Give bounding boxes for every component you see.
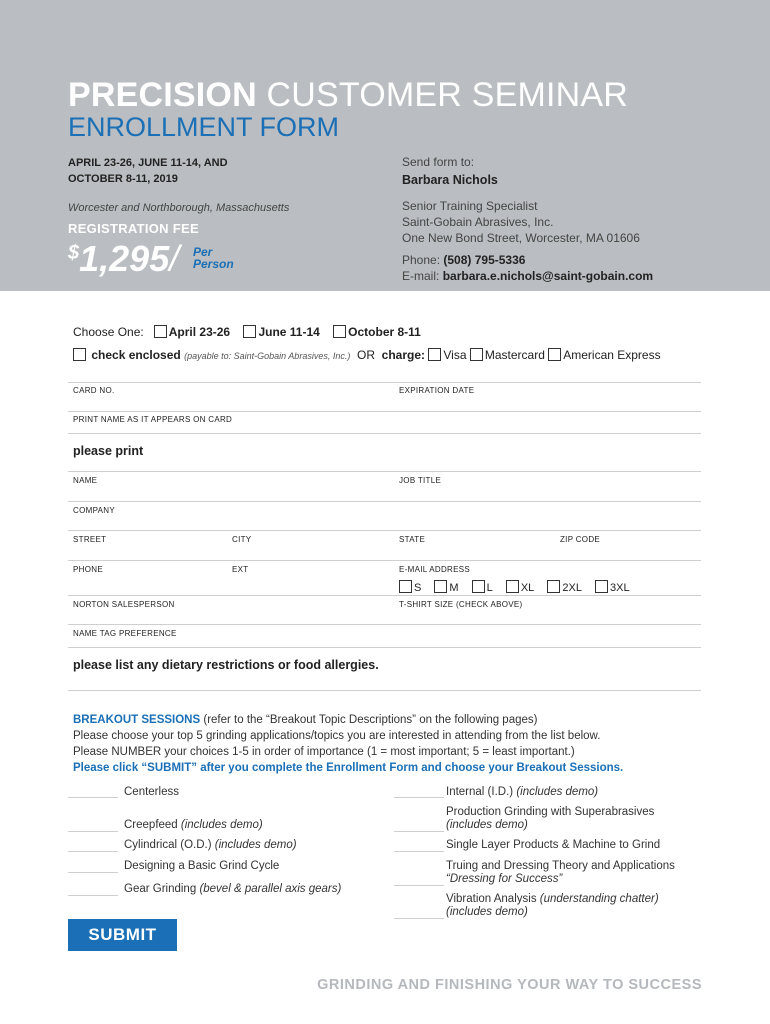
- contact-phone: (508) 795-5336: [443, 253, 526, 267]
- session-item: Internal (I.D.) (includes demo): [394, 786, 598, 799]
- session-choice-row: Choose One: April 23-26 June 11-14 October 8-11: [73, 325, 421, 339]
- card-number-field[interactable]: CARD NO.: [73, 386, 115, 395]
- session-item: Cylindrical (O.D.) (includes demo): [68, 839, 297, 852]
- company-field[interactable]: COMPANY: [73, 506, 115, 515]
- tshirt-size-label: T-SHIRT SIZE (CHECK ABOVE): [399, 600, 523, 609]
- session-item: Single Layer Products & Machine to Grind: [394, 839, 660, 852]
- phone-field[interactable]: PHONE: [73, 565, 103, 574]
- session-item: Vibration Analysis (understanding chatter) (includes demo): [394, 893, 659, 919]
- session-item: Gear Grinding (bevel & parallel axis gears): [68, 883, 341, 896]
- divider: [68, 560, 701, 561]
- session-item: Designing a Basic Grind Cycle: [68, 860, 279, 873]
- divider: [68, 471, 701, 472]
- rank-input[interactable]: [68, 851, 118, 852]
- rank-input[interactable]: [394, 831, 444, 832]
- session-item: Production Grinding with Superabrasives (includes demo): [394, 806, 654, 832]
- payment-row: check enclosed (payable to: Saint-Gobain Abrasives, Inc.) OR charge: Visa Mastercard American Express: [73, 348, 661, 362]
- contact-name: Barbara Nichols: [402, 173, 498, 187]
- size-2xl-checkbox[interactable]: [547, 580, 560, 593]
- seminar-dates: APRIL 23-26, JUNE 11-14, AND OCTOBER 8-11, 2019: [68, 157, 228, 185]
- rank-input[interactable]: [68, 895, 118, 896]
- session-item: Creepfeed (includes demo): [68, 819, 263, 832]
- please-print-heading: please print: [73, 444, 144, 458]
- session-item: Centerless: [68, 786, 179, 799]
- registration-fee-label: REGISTRATION FEE: [68, 221, 199, 236]
- check-enclosed-checkbox[interactable]: [73, 348, 86, 361]
- page-title: PRECISION CUSTOMER SEMINAR: [68, 76, 628, 114]
- rank-input[interactable]: [394, 851, 444, 852]
- divider: [68, 530, 701, 531]
- city-field[interactable]: CITY: [232, 535, 252, 544]
- june-checkbox[interactable]: [243, 325, 256, 338]
- job-title-field[interactable]: JOB TITLE: [399, 476, 442, 485]
- print-name-field[interactable]: PRINT NAME AS IT APPEARS ON CARD: [73, 415, 233, 424]
- rank-input[interactable]: [394, 885, 444, 886]
- dietary-heading: please list any dietary restrictions or food allergies.: [73, 658, 379, 672]
- per-person-label: Per Person: [193, 245, 234, 271]
- name-tag-field[interactable]: NAME TAG PREFERENCE: [73, 629, 177, 638]
- tshirt-size-options: S M L XL 2XL 3XL: [399, 580, 640, 594]
- size-l-checkbox[interactable]: [472, 580, 485, 593]
- contact-email[interactable]: barbara.e.nichols@saint-gobain.com: [442, 269, 654, 283]
- registration-price: $1,295/: [68, 238, 180, 279]
- divider: [68, 433, 701, 434]
- rank-input[interactable]: [68, 872, 118, 873]
- dietary-field[interactable]: [68, 690, 701, 691]
- name-field[interactable]: NAME: [73, 476, 98, 485]
- street-field[interactable]: STREET: [73, 535, 107, 544]
- divider: [68, 624, 701, 625]
- session-item: Truing and Dressing Theory and Applications “Dressing for Success”: [394, 860, 675, 886]
- mastercard-checkbox[interactable]: [470, 348, 483, 361]
- ext-field[interactable]: EXT: [232, 565, 249, 574]
- amex-checkbox[interactable]: [548, 348, 561, 361]
- divider: [68, 382, 701, 383]
- divider: [68, 411, 701, 412]
- submit-button[interactable]: SUBMIT: [68, 919, 177, 951]
- rank-input[interactable]: [68, 831, 118, 832]
- divider: [68, 595, 701, 596]
- october-checkbox[interactable]: [333, 325, 346, 338]
- size-xl-checkbox[interactable]: [506, 580, 519, 593]
- divider: [68, 501, 701, 502]
- email-field[interactable]: E-MAIL ADDRESS: [399, 565, 471, 574]
- state-field[interactable]: STATE: [399, 535, 426, 544]
- size-m-checkbox[interactable]: [434, 580, 447, 593]
- tagline: GRINDING AND FINISHING YOUR WAY TO SUCCESS: [317, 977, 702, 993]
- april-checkbox[interactable]: [154, 325, 167, 338]
- rank-input[interactable]: [394, 797, 444, 798]
- size-s-checkbox[interactable]: [399, 580, 412, 593]
- expiration-date-field[interactable]: EXPIRATION DATE: [399, 386, 475, 395]
- send-to-block: Send form to: Barbara Nichols Senior Training Specialist Saint-Gobain Abrasives, Inc. One New Bond Street, Worcester, MA 01606 Phone: (508) 795-5336 E-mail: barbara.e.nichols@saint-gobain.com: [402, 155, 654, 283]
- seminar-location: Worcester and Northborough, Massachusetts: [68, 202, 290, 214]
- salesperson-field[interactable]: NORTON SALESPERSON: [73, 600, 175, 609]
- zip-code-field[interactable]: ZIP CODE: [560, 535, 601, 544]
- rank-input[interactable]: [394, 918, 444, 919]
- header-band: [0, 0, 770, 291]
- page-subtitle: ENROLLMENT FORM: [68, 112, 340, 142]
- visa-checkbox[interactable]: [428, 348, 441, 361]
- size-3xl-checkbox[interactable]: [595, 580, 608, 593]
- breakout-instructions: BREAKOUT SESSIONS (refer to the “Breakout Topic Descriptions” on the following pages) Please choose your top 5 grinding applications/topics you are interested in attending from the list below. Please NUMBER your choices 1-5 in order of importance (1 = most important; 5 = least important.) Please click “SUBMIT” after you complete the Enrollment Form and choose your Breakout Sessions.: [73, 714, 624, 774]
- rank-input[interactable]: [68, 797, 118, 798]
- divider: [68, 647, 701, 648]
